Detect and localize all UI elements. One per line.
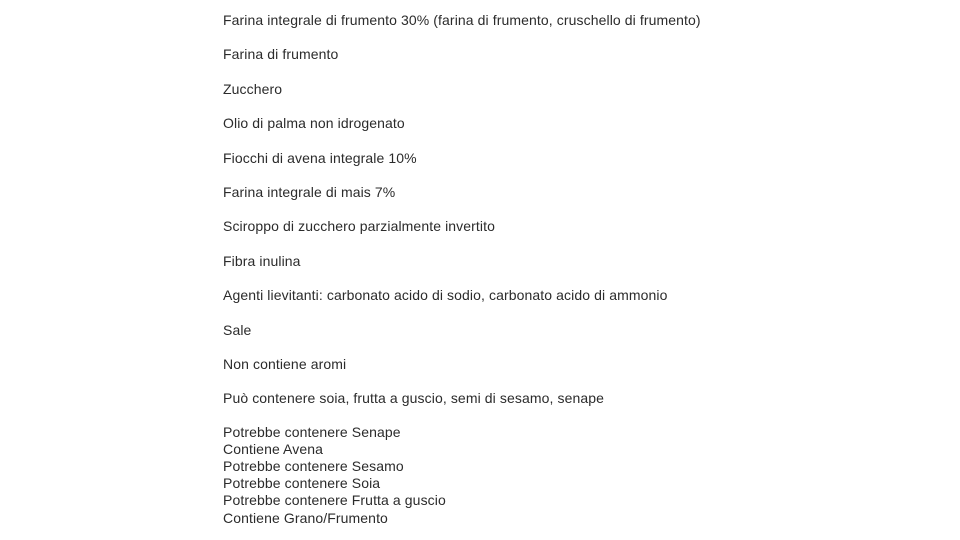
ingredients-panel (223, 11, 923, 527)
ingredient-item: Fiocchi di avena integrale 10% (223, 149, 417, 166)
ingredient-item: Sale (223, 321, 252, 338)
ingredient-item: Farina integrale di mais 7% (223, 183, 396, 200)
allergens-list (223, 424, 923, 527)
allergen-item: Contiene Avena (223, 440, 324, 457)
ingredient-item: Fibra inulina (223, 252, 301, 269)
ingredient-item: Olio di palma non idrogenato (223, 115, 405, 132)
ingredient-item: Sciroppo di zucchero parzialmente invertito (223, 218, 495, 235)
ingredient-item: Farina integrale di frumento 30% (farina di frumento, cruschello di frumento) (223, 12, 701, 28)
allergen-item: Potrebbe contenere Sesamo (223, 458, 404, 475)
allergen-item: Potrebbe contenere Frutta a guscio (223, 492, 446, 509)
allergen-item: Potrebbe contenere Senape (223, 423, 401, 440)
allergen-item: Potrebbe contenere Soia (223, 475, 381, 492)
allergen-item: Contiene Grano/Frumento (223, 509, 388, 526)
ingredient-item: Non contiene aromi (223, 355, 347, 372)
ingredient-item: Zucchero (223, 80, 283, 97)
ingredients-list (223, 11, 923, 407)
ingredient-item: Farina di frumento (223, 46, 339, 63)
ingredient-item: Agenti lievitanti: carbonato acido di sodio, carbonato acido di ammonio (223, 287, 668, 304)
ingredient-item: Può contenere soia, frutta a guscio, semi di sesamo, senape (223, 390, 605, 407)
